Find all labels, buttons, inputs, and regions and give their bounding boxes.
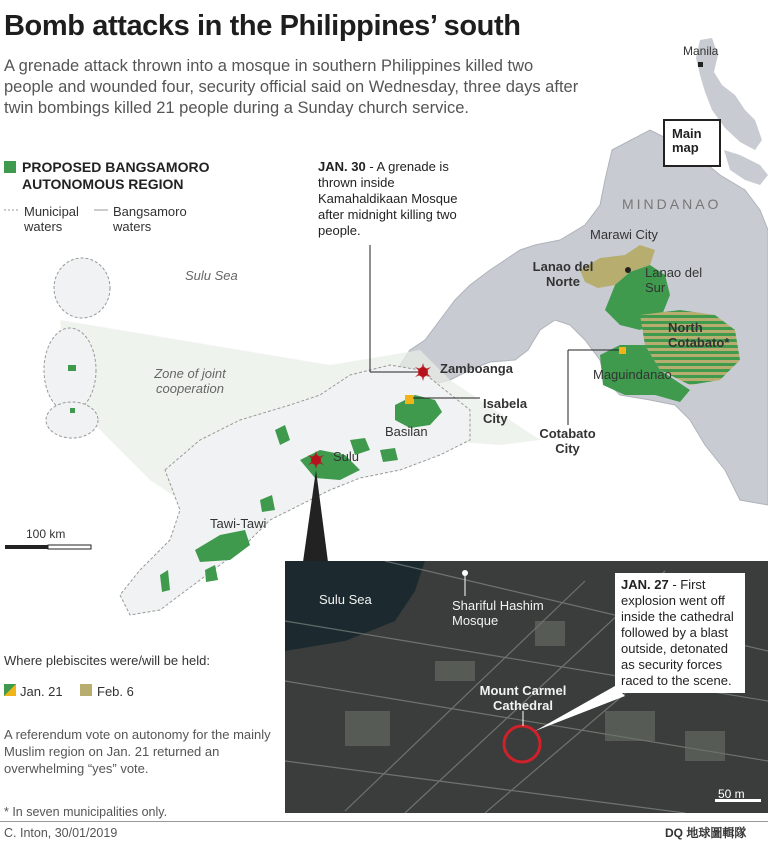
photo-scale-label: 50 m [718,787,745,801]
basilan-label: Basilan [385,424,428,439]
jan27-text: - First explosion went off inside the cathedral followed by a blast outside, detonated as security forces raced to the scene. [621,577,734,688]
tawi-tawi-label: Tawi-Tawi [210,516,267,531]
jan30-date: JAN. 30 [318,159,366,174]
isabela-city-label: Isabela City [483,396,528,426]
photo-sulu-sea-label: Sulu Sea [319,592,372,607]
watermark: DQ 地球圖輯隊 [665,826,747,840]
jan27-date: JAN. 27 [621,577,669,592]
lanao-del-sur-label: Lanao del Sur [645,265,703,295]
mindanao-label: MINDANAO [622,196,722,212]
jan30-text: - A grenade is thrown inside Kamahaldikaan Mosque after midnight killing two people. [318,159,458,238]
inset-manila-label: Manila [683,44,719,58]
legend-municipal-waters: Municipal waters [24,204,79,234]
plebiscite-jan21: Jan. 21 [20,684,63,699]
region-swatch [4,161,16,173]
north-cotabato-label: North Cotabato* [668,320,730,350]
photo-cathedral-label: Mount Carmel Cathedral [479,683,567,713]
page-title: Bomb attacks in the Philippines’ south [4,10,521,42]
jan30-annotation [318,159,478,239]
footnote: * In seven municipalities only. [4,805,168,819]
marawi-label: Marawi City [590,227,658,242]
cotabato-city-marker [619,347,626,354]
credit: C. Inton, 30/01/2019 [4,826,118,840]
jan27-annotation [615,573,745,693]
maguindanao-label: Maguindanao [593,367,672,382]
isabela-marker [405,395,414,404]
page-subtitle: A grenade attack thrown into a mosque in southern Philippines killed two people and wounded four, security official said on Wednesday, three days after twin bombings killed 21 people during a Sunday church service. [4,57,579,117]
sulu-label: Sulu [333,449,360,464]
legend-bangsamoro-waters: Bangsamoro waters [113,204,187,234]
sulu-sea-label: Sulu Sea [185,268,238,283]
legend-region-label: PROPOSED BANGSAMORO AUTONOMOUS REGION [22,159,210,192]
lanao-del-norte-label: Lanao del Norte [532,259,594,289]
inset-main-map-label: Main map [663,119,721,167]
zamboanga-label: Zamboanga [440,361,513,376]
plebiscite-feb6: Feb. 6 [97,684,134,699]
photo-mosque-label: Shariful Hashim Mosque [452,598,544,628]
zone-joint-cooperation-label: Zone of joint cooperation [154,366,226,396]
bottom-divider [0,821,768,822]
cotabato-city-label: Cotabato City [539,426,596,456]
referendum-note: A referendum vote on autonomy for the mainly Muslim region on Jan. 21 returned an overwhelming “yes” vote. [4,727,271,776]
scale-label: 100 km [26,527,66,541]
plebiscite-title: Where plebiscites were/will be held: [4,653,210,668]
